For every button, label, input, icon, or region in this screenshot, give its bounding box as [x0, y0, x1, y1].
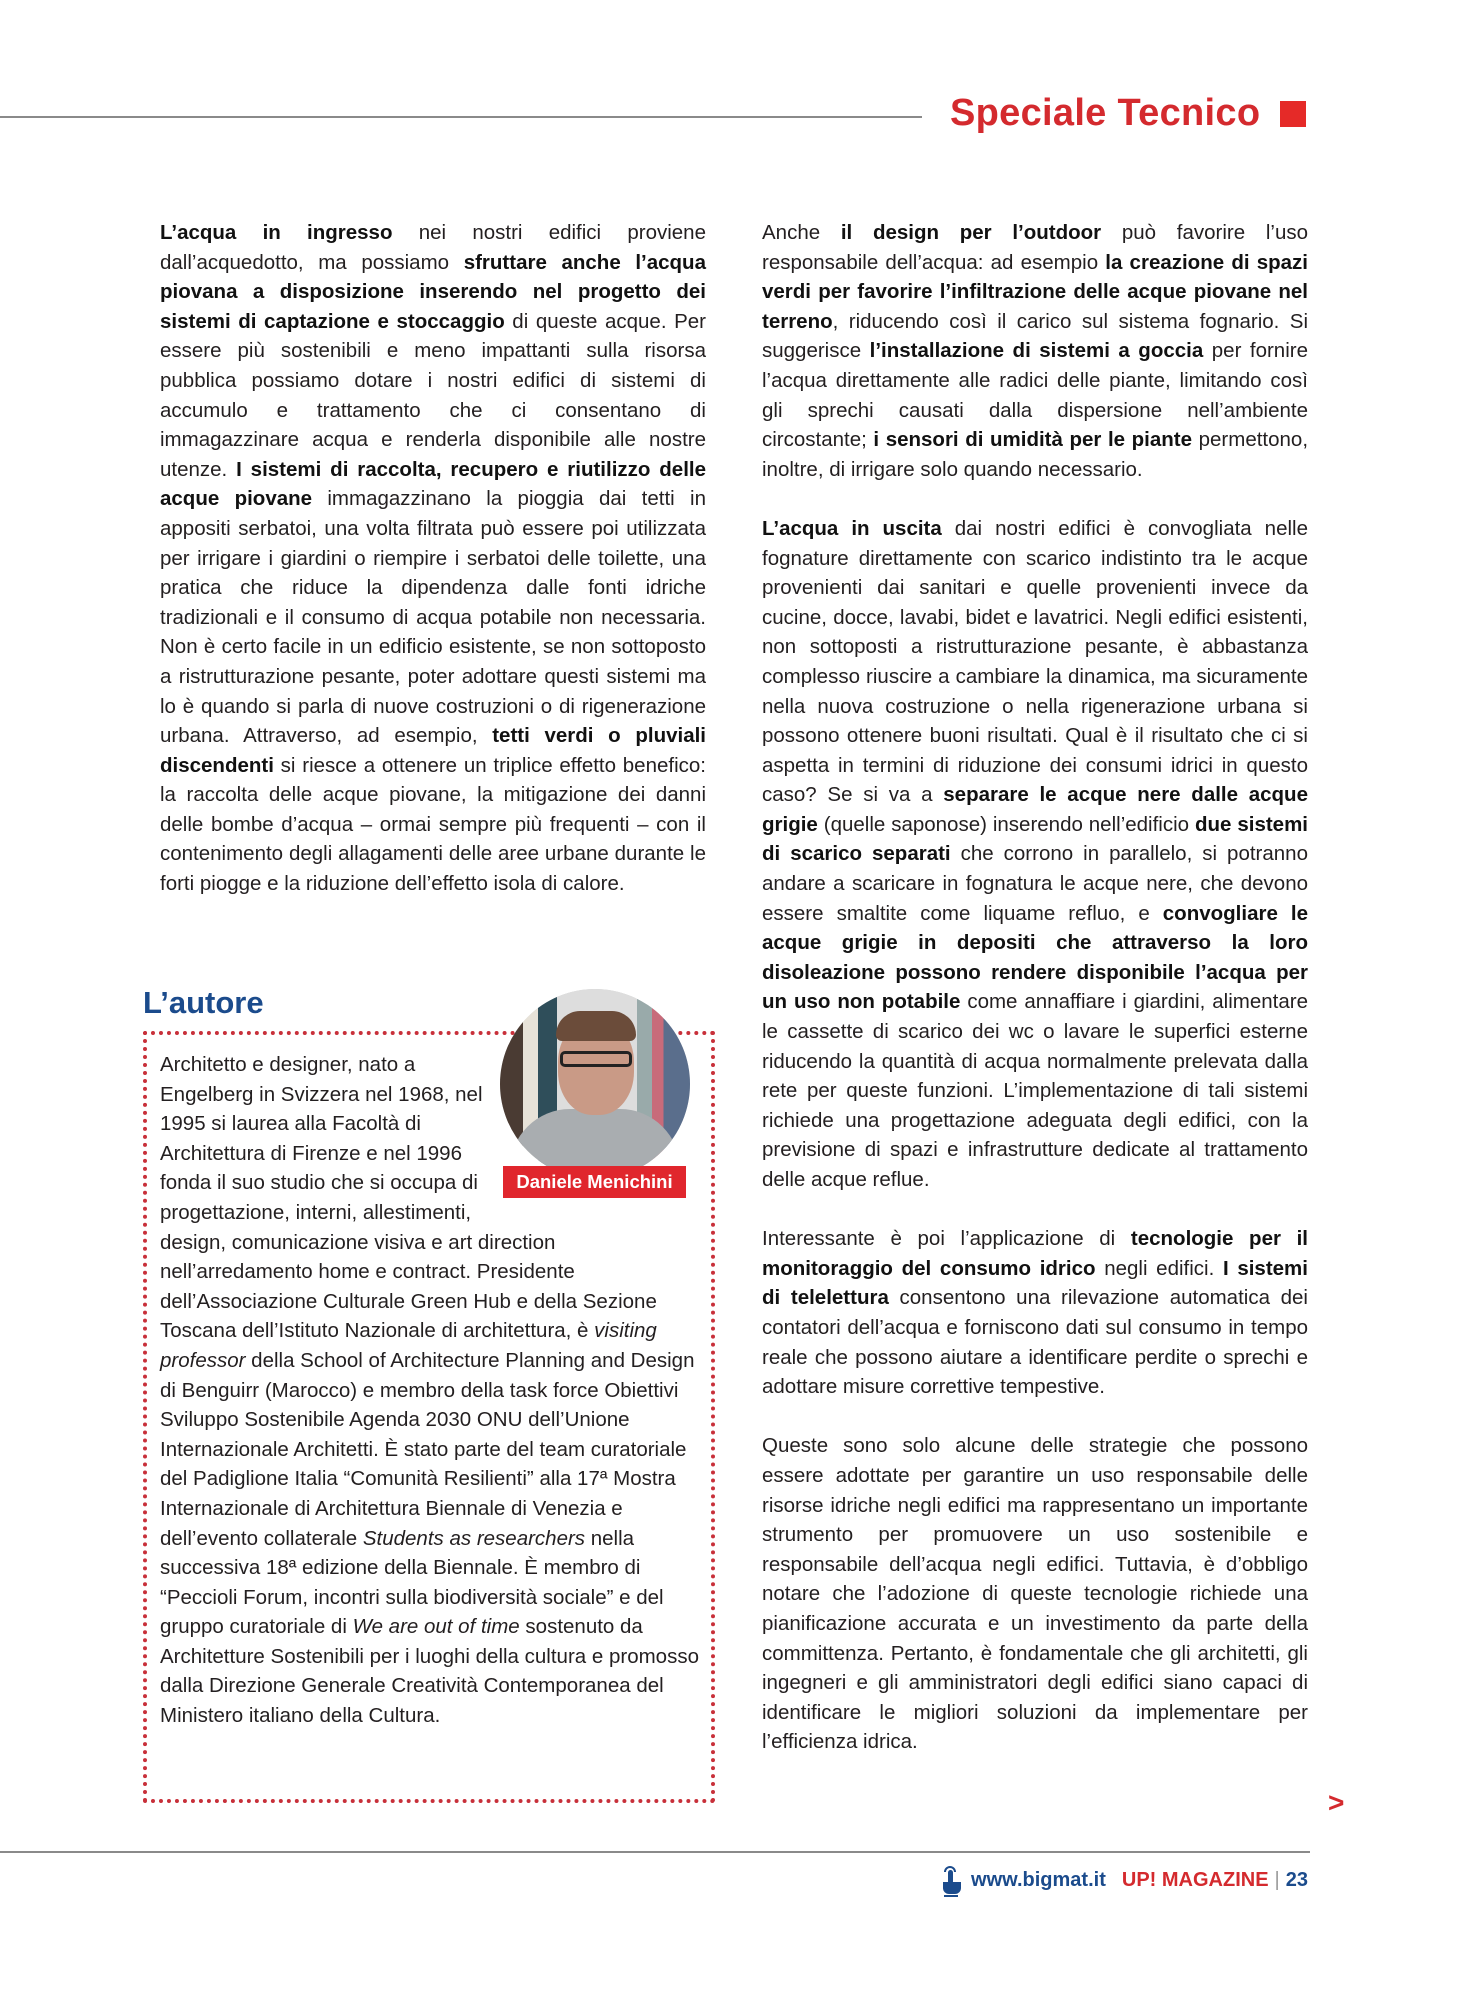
bold-text: la creazione di spazi verdi per favorire l’infiltrazione delle acque piovane nel terreno [762, 250, 1308, 333]
bold-text: l’installazione di sistemi a goccia [869, 339, 1204, 363]
body-text: Interessante è poi l’applicazione di [762, 1227, 1131, 1251]
bold-text: due sistemi di scarico separati [762, 812, 1308, 866]
body-text: sostenuto da Architetture Sostenibili per i luoghi della cultura e promosso dalla Direzione Generale Creatività Contemporanea del Ministero italiano della Cultura. [160, 1615, 699, 1728]
bold-text: il design per l’outdoor [840, 221, 1102, 244]
italic-text: Students as researchers [362, 1526, 586, 1550]
left-column [160, 218, 706, 928]
page-number: 23 [1285, 1868, 1308, 1891]
magazine-name: UP! MAGAZINE [1121, 1868, 1269, 1891]
body-text: consentono una rilevazione automatica dei contatori dell’acqua e forniscono dati sul consumo in tempo reale che possono aiutare a identificare perdite o sprechi e adottare misure correttive tempestive. [762, 1286, 1308, 1399]
body-text: che corrono in parallelo, si potranno andare a scaricare in fognatura le acque nere, che devono essere smaltite come liquame refluo, e [762, 842, 1308, 925]
footer-separator: | [1274, 1868, 1280, 1891]
body-text: di queste acque. Per essere più sostenibili e meno impattanti sulla risorsa pubblica possiamo dotare i nostri edifici di sistemi di accumulo e trattamento che ci consentano di immagazzinare acqua e renderla disponibile alle nostre utenze. [160, 309, 706, 481]
pointing-hand-icon [939, 1862, 965, 1898]
body-text: immagazzinano la pioggia dai tetti in appositi serbatoi, una volta filtrata può essere poi utilizzata per irrigare i giardini o riempire i serbatoi delle toilette, una pratica che riduce la dipendenza dalle fonti idriche tradizionali e il consumo di acqua potabile non necessaria. Non è certo facile in un edificio esistente, se non sottoposto a ristrutturazione pesante, poter adottare questi sistemi ma lo è quando si parla di nuove costruzioni o di rigenerazione urbana. Attraverso, ad esempio, [160, 487, 706, 748]
bold-text: L’acqua in ingresso [160, 221, 393, 244]
website-link[interactable]: www.bigmat.it [971, 1868, 1106, 1891]
italic-text: We are out of time [352, 1615, 520, 1639]
body-text: della School of Architecture Planning and Design di Benguirr (Marocco) e membro della task force Obiettivi Sviluppo Sostenibile Agenda 2030 ONU dell’Unione Internazionale Architetti. È stato parte del team curatoriale del Padiglione Italia “Comunità Resilienti” alla 17ª Mostra Internazionale di Architettura Biennale di Venezia e dell’evento collaterale [160, 1348, 695, 1550]
body-text: (quelle saponose) inserendo nell’edificio [817, 812, 1195, 836]
paragraph [762, 1224, 1308, 1402]
body-text: può favorire l’uso responsabile dell’acqua: ad esempio [762, 221, 1308, 274]
paragraph [762, 514, 1308, 1195]
bold-text: I sistemi di raccolta, recupero e riutilizzo delle acque piovane [160, 457, 706, 511]
body-text: dai nostri edifici è convogliata nelle fognature direttamente con scarico indistinto tra le acque provenienti dai sanitari e quelle provenienti invece da cucine, docce, lavabi, bidet e lavatrici. Negli edifici esistenti, non sottoposti a ristrutturazione pesante, è abbastanza complesso riuscire a cambiare la dinamica, ma sicuramente nella nuova costruzione o nella rigenerazione urbana si possono ottenere buoni risultati. Qual è il risultato che ci si aspetta in termini di riduzione dei consumi idrici in questo caso? Se si va a [762, 516, 1308, 807]
body-text: come annaffiare i giardini, alimentare le cassette di scarico dei wc o lavare le superfici esterne riducendo la quantità di acqua normalmente prelevata dalla rete per queste funzioni. L’implementazione di tali sistemi richiede una progettazione adeguata degli edifici, con la previsione di spazi e infrastrutture dedicate al trattamento delle acque reflue. [762, 990, 1308, 1191]
body-text: negli edifici. [1095, 1256, 1223, 1280]
footer-rule [0, 1851, 1310, 1853]
body-text: Anche [762, 221, 841, 244]
bold-text: tecnologie per il monitoraggio del consumo idrico [762, 1227, 1308, 1280]
paragraph [160, 218, 706, 899]
author-heading: L’autore [143, 985, 264, 1020]
body-text: Architetto e designer, nato a Engelberg in Svizzera nel 1968, nel 1995 si laurea alla Facoltà di Architettura di Firenze e nel 1996 fonda il suo studio che si occupa di progettazione, interni, allestimenti, design, comunicazione visiva e art direction nell’arredamento home e contract. Presidente dell’Associazione Culturale Green Hub e della Sezione Toscana dell’Istituto Nazionale di architettura, è [160, 1053, 657, 1343]
body-text: per fornire l’acqua direttamente alle radici delle piante, limitando così gli sprechi causati dalla dispersione nell’ambiente circostante; [762, 339, 1308, 452]
body-text: si riesce a ottenere un triplice effetto benefico: la raccolta delle acque piovane, la mitigazione dei danni delle bombe d’acqua – ormai sempre più frequenti – con il contenimento degli allagamenti delle aree urbane durante le forti piogge e la riduzione dell’effetto isola di calore. [160, 753, 706, 896]
body-text: nella successiva 18ª edizione della Biennale. È membro di “Peccioli Forum, incontri sulla biodiversità sociale” e del gruppo curatoriale di [160, 1526, 664, 1639]
body-text: Queste sono solo alcune delle strategie che possono essere adottate per garantire un uso responsabile delle risorse idriche negli edifici ma rappresentano un importante strumento per promuovere un uso sostenibile e responsabile dell’acqua negli edifici. Tuttavia, è d’obbligo notare che l’adozione di queste tecnologie richiede una pianificazione accurata e un investimento da parte della committenza. Pertanto, è fondamentale che gli architetti, gli ingegneri e gli amministratori degli edifici siano capaci di identificare le migliori soluzioni da implementare per l’efficienza idrica. [762, 1434, 1308, 1754]
next-page-arrow-icon[interactable]: > [1328, 1787, 1345, 1818]
paragraph [762, 218, 1308, 484]
bold-text: convogliare le acque grigie in depositi che attraverso la loro disoleazione possono rendere disponibile l’acqua per un uso non potabile [762, 901, 1308, 1014]
bold-text: L’acqua in uscita [762, 516, 942, 540]
bold-text: sfruttare anche l’acqua piovana a disposizione inserendo nel progetto dei sistemi di captazione e stoccaggio [160, 250, 706, 333]
section-square-icon [1280, 101, 1306, 127]
bold-text: separare le acque nere dalle acque grigie [762, 783, 1308, 836]
body-text: nei nostri edifici proviene dall’acquedotto, ma possiamo [160, 221, 706, 274]
section-title: Speciale Tecnico [950, 92, 1261, 134]
header-rule [0, 116, 922, 118]
author-photo [500, 989, 690, 1179]
bold-text: I sistemi di telelettura [762, 1256, 1308, 1310]
italic-text: visiting professor [160, 1319, 657, 1372]
bold-text: i sensori di umidità per le piante [873, 428, 1193, 452]
body-text: permettono, inoltre, di irrigare solo quando necessario. [762, 428, 1309, 481]
bold-text: tetti verdi o pluviali discendenti [160, 724, 707, 777]
author-name-label: Daniele Menichini [503, 1166, 686, 1198]
body-text: , riducendo così il carico sul sistema fognario. Si suggerisce [762, 309, 1308, 363]
footer [939, 1862, 1308, 1898]
paragraph [762, 1431, 1308, 1757]
right-column [762, 218, 1308, 1786]
